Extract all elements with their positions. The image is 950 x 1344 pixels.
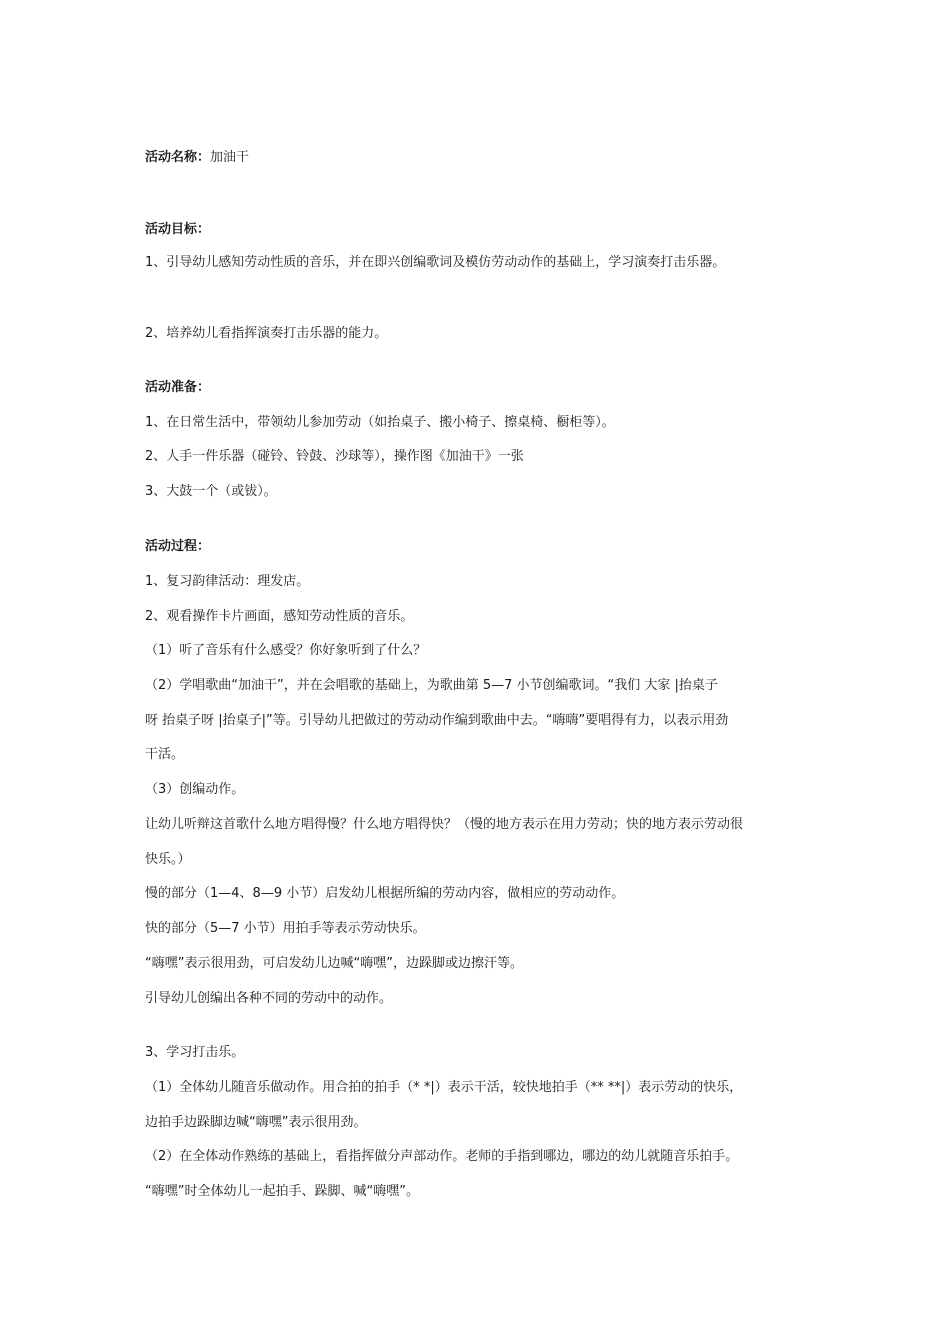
process-line: 干活。 xyxy=(145,747,185,762)
process-heading: 活动过程： xyxy=(145,539,211,554)
process-line: 边拍手边跺脚边喊“嗨嘿”表示很用劲。 xyxy=(145,1115,367,1130)
prep-item-1: 1、在日常生活中，带领幼儿参加劳动（如抬桌子、搬小椅子、擦桌椅、橱柜等）。 xyxy=(145,415,615,430)
process-line: （1）全体幼儿随音乐做动作。用合拍的拍手（* *|）表示干活，较快地拍手（** **|）表示劳动的快乐， xyxy=(145,1080,743,1095)
prep-heading: 活动准备： xyxy=(145,380,211,395)
process-line: 呀 抬桌子呀 |抬桌子|”等。引导幼儿把做过的劳动动作编到歌曲中去。“嗨嗨”要唱得有力，以表示用劲 xyxy=(145,713,729,728)
prep-item-2: 2、人手一件乐器（碰铃、铃鼓、沙球等），操作图《加油干》一张 xyxy=(145,449,524,464)
process-line: （2）学唱歌曲“加油干”，并在会唱歌的基础上，为歌曲第 5—7 小节创编歌词。“我们 大家 |抬桌子 xyxy=(145,678,718,693)
process-line: 3、学习打击乐。 xyxy=(145,1045,245,1060)
activity-name-label: 活动名称： xyxy=(145,150,211,165)
process-line: 快乐。） xyxy=(145,852,191,867)
prep-item-3: 3、大鼓一个（或钹）。 xyxy=(145,484,277,499)
goal-item-1: 1、引导幼儿感知劳动性质的音乐，并在即兴创编歌词及模仿劳动动作的基础上，学习演奏打击乐器。 xyxy=(145,255,726,270)
activity-name-line xyxy=(145,148,815,168)
process-line: 2、观看操作卡片画面，感知劳动性质的音乐。 xyxy=(145,609,414,624)
process-line: 慢的部分（1—4、8—9 小节）启发幼儿根据所编的劳动内容，做相应的劳动动作。 xyxy=(145,886,625,901)
process-line: 快的部分（5—7 小节）用拍手等表示劳动快乐。 xyxy=(145,921,426,936)
goals-heading: 活动目标： xyxy=(145,222,211,237)
process-line: （2）在全体动作熟练的基础上，看指挥做分声部动作。老师的手指到哪边，哪边的幼儿就随音乐拍手。 xyxy=(145,1149,739,1164)
goal-item-2: 2、培养幼儿看指挥演奏打击乐器的能力。 xyxy=(145,326,388,341)
activity-name-value: 加油干 xyxy=(210,150,250,165)
process-line: （1）听了音乐有什么感受？你好象听到了什么？ xyxy=(145,643,427,658)
process-line: 1、复习韵律活动：理发店。 xyxy=(145,574,310,589)
process-line: （3）创编动作。 xyxy=(145,782,245,797)
process-line: 让幼儿听辩这首歌什么地方唱得慢？什么地方唱得快？（慢的地方表示在用力劳动；快的地方表示劳动很 xyxy=(145,817,744,832)
process-line: “嗨嘿”时全体幼儿一起拍手、跺脚、喊“嗨嘿”。 xyxy=(145,1184,419,1199)
process-line: 引导幼儿创编出各种不同的劳动中的动作。 xyxy=(145,991,393,1006)
process-line: “嗨嘿”表示很用劲，可启发幼儿边喊“嗨嘿”，边跺脚或边擦汗等。 xyxy=(145,956,523,971)
